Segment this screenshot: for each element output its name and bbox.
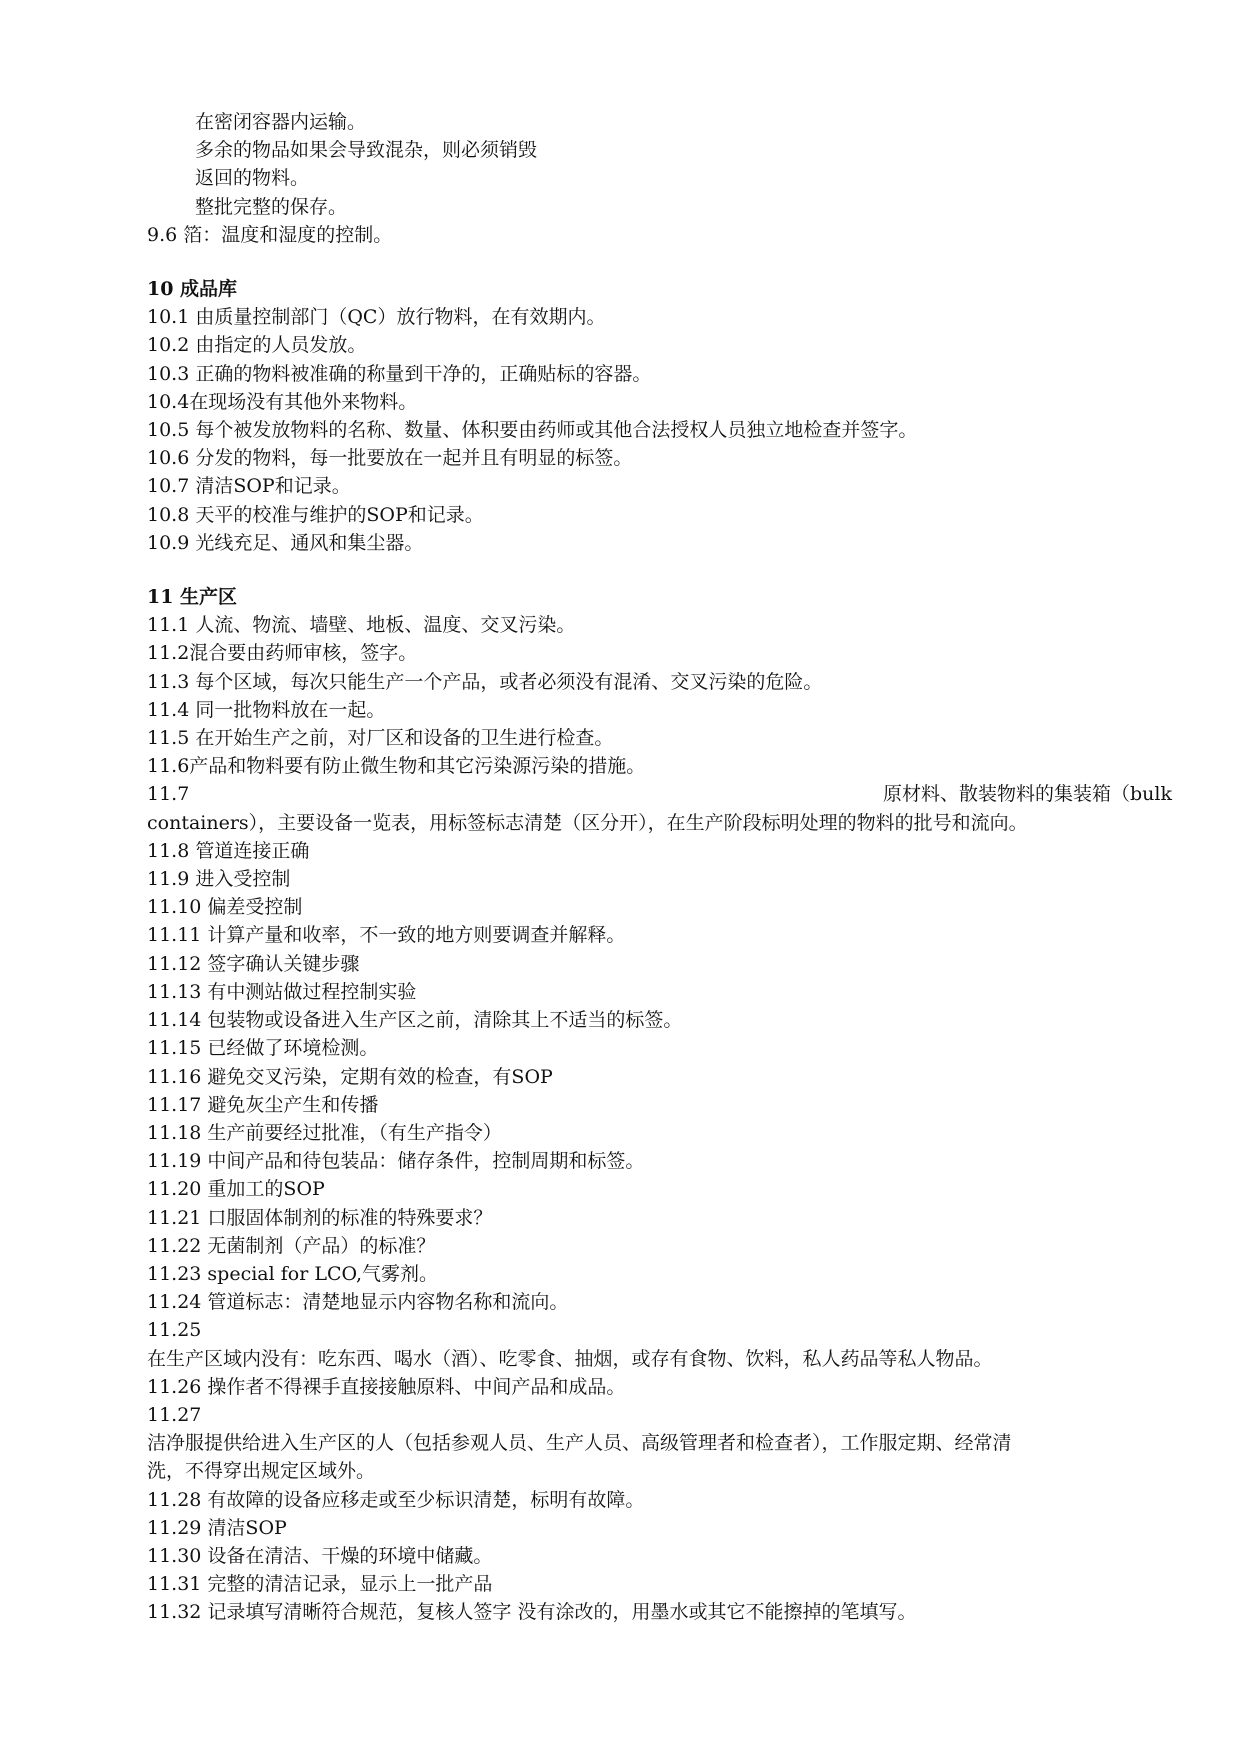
list-item: 11.5 在开始生产之前，对厂区和设备的卫生进行检查。	[147, 727, 614, 750]
list-item: 10.1 由质量控制部门（QC）放行物料，在有效期内。	[147, 306, 606, 329]
document-page	[147, 108, 1172, 1627]
list-item: 10.3 正确的物料被准确的称量到干净的，正确贴标的容器。	[147, 362, 652, 385]
list-item: 10.4在现场没有其他外来物料。	[147, 390, 418, 413]
list-item: 10.7 清洁SOP和记录。	[147, 475, 351, 498]
list-item: 11.21 口服固体制剂的标准的特殊要求？	[147, 1206, 493, 1229]
list-item: 11.24 管道标志：清楚地显示内容物名称和流向。	[147, 1291, 569, 1314]
list-item: 11.23 special for LCO,气雾剂。	[147, 1262, 439, 1285]
list-item: 11.27	[147, 1403, 202, 1426]
list-item: 10.8 天平的校准与维护的SOP和记录。	[147, 503, 484, 526]
section10	[147, 275, 1172, 557]
item-11-7	[147, 780, 1172, 808]
item-number: 11.7	[147, 783, 190, 806]
list-item: 在密闭容器内运输。	[195, 111, 367, 133]
list-item: 10.2 由指定的人员发放。	[147, 334, 367, 357]
list-item: 11.9 进入受控制	[147, 868, 291, 891]
list-item: 11.32 记录填写清晰符合规范，复核人签字 没有涂改的，用墨水或其它不能擦掉的笔填写。	[147, 1601, 917, 1624]
section11	[147, 583, 1172, 1627]
list-item: 11.6产品和物料要有防止微生物和其它污染源污染的措施。	[147, 755, 646, 778]
list-item: 整批完整的保存。	[195, 195, 348, 218]
list-item: 11.10 偏差受控制	[147, 896, 303, 919]
list-item: 9.6 箔：温度和湿度的控制。	[147, 223, 393, 246]
list-item: 返回的物料。	[195, 167, 310, 190]
list-item: 11.30 设备在清洁、干燥的环境中储藏。	[147, 1544, 493, 1567]
list-item: 11.19 中间产品和待包装品：储存条件，控制周期和标签。	[147, 1150, 645, 1173]
list-item: 10.5 每个被发放物料的名称、数量、体积要由药师或其他合法授权人员独立地检查并签字。	[147, 419, 918, 442]
list-item: 11.22 无菌制剂（产品）的标准？	[147, 1234, 436, 1257]
list-item: 11.26 操作者不得裸手直接接触原料、中间产品和成品。	[147, 1375, 626, 1398]
list-item: 11.25	[147, 1319, 202, 1342]
list-item: 在生产区域内没有：吃东西、喝水（酒）、吃零食、抽烟，或存有食物、饮料，私人药品等私人物品。	[147, 1347, 993, 1370]
list-item: 11.31 完整的清洁记录，显示上一批产品	[147, 1573, 493, 1596]
list-item: 11.28 有故障的设备应移走或至少标识清楚，标明有故障。	[147, 1488, 645, 1511]
section9-tail	[147, 108, 1172, 249]
list-item: 洗，不得穿出规定区域外。	[147, 1460, 376, 1483]
list-item: 11.13 有中测站做过程控制实验	[147, 980, 417, 1003]
section-heading: 11 生产区	[147, 586, 238, 609]
list-item: 10.9 光线充足、通风和集尘器。	[147, 531, 424, 554]
list-item: 11.29 清洁SOP	[147, 1516, 287, 1539]
list-item: 11.12 签字确认关键步骤	[147, 952, 360, 975]
list-item: 多余的物品如果会导致混杂，则必须销毁	[195, 139, 538, 162]
list-item: 11.16 避免交叉污染，定期有效的检查，有SOP	[147, 1065, 553, 1088]
list-item-continuation: containers），主要设备一览表，用标签标志清楚（区分开），在生产阶段标明处理的物料的批号和流向。	[147, 811, 1028, 834]
list-item: 11.4 同一批物料放在一起。	[147, 698, 386, 721]
list-item: 11.8 管道连接正确	[147, 839, 310, 862]
list-item: 10.6 分发的物料，每一批要放在一起并且有明显的标签。	[147, 447, 633, 470]
list-item: 洁净服提供给进入生产区的人（包括参观人员、生产人员、高级管理者和检查者），工作服定期、经常清	[147, 1432, 1012, 1455]
item-text: 原材料、散装物料的集装箱（bulk	[883, 783, 1172, 806]
list-item: 11.1 人流、物流、墙壁、地板、温度、交叉污染。	[147, 614, 576, 637]
list-item: 11.14 包装物或设备进入生产区之前，清除其上不适当的标签。	[147, 1009, 683, 1032]
list-item: 11.11 计算产量和收率，不一致的地方则要调查并解释。	[147, 924, 626, 947]
list-item: 11.20 重加工的SOP	[147, 1178, 325, 1201]
list-item: 11.3 每个区域，每次只能生产一个产品，或者必须没有混淆、交叉污染的危险。	[147, 670, 823, 693]
list-item: 11.17 避免灰尘产生和传播	[147, 1093, 379, 1116]
list-item: 11.15 已经做了环境检测。	[147, 1037, 379, 1060]
list-item: 11.2混合要由药师审核，签字。	[147, 642, 418, 665]
list-item: 11.18 生产前要经过批准，（有生产指令）	[147, 1121, 502, 1144]
section-heading: 10 成品库	[147, 278, 238, 301]
